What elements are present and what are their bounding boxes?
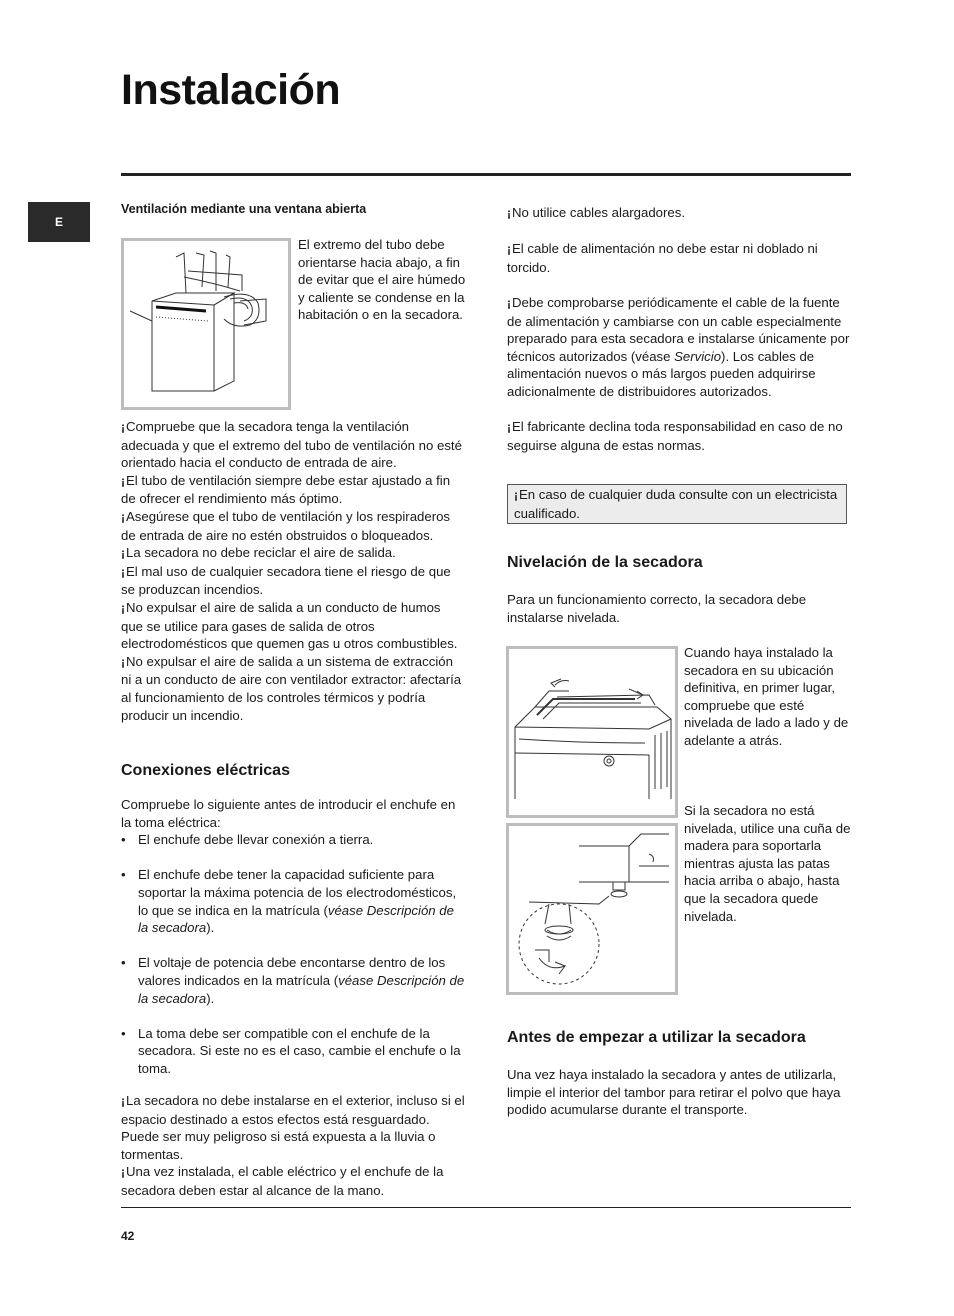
list-item <box>121 866 466 936</box>
warning-item <box>121 544 466 563</box>
warning-icon: ¡ <box>507 206 511 220</box>
warning-icon: ¡ <box>121 473 125 488</box>
list-item-text: ). <box>206 920 215 936</box>
leveling-heading: Nivelación de la secadora <box>507 554 703 571</box>
warning-text: El fabricante declina toda responsabilidad en caso de no seguirse alguna de estas normas. <box>507 419 843 453</box>
warning-text: No expulsar el aire de salida a un sistema de extracción ni a un conducto de aire con ventilador extractor: afectaría al funcionamiento de los controles térmicos y podría producir un incendio. <box>121 653 462 723</box>
page-number: 42 <box>121 1229 135 1243</box>
warning-icon: ¡ <box>121 1094 125 1108</box>
warning-icon: ¡ <box>507 420 511 435</box>
dryer-level-foot-illustration <box>506 823 678 995</box>
notice-text: En caso de cualquier duda consulte con un electricista cualificado. <box>514 487 838 521</box>
list-item: • El enchufe debe llevar conexión a tierra. <box>121 831 466 849</box>
vent-caption: El extremo del tubo debe orientarse hacia abajo, a fin de evitar que el aire húmedo y caliente se condense en la habitación o en la secadora. <box>298 237 466 323</box>
electrical-checklist <box>121 831 466 1077</box>
title-rule <box>121 173 851 176</box>
warning-item <box>507 204 852 223</box>
cross-reference: véase Descripción de la secadora <box>138 902 454 936</box>
leveling-caption-1: Cuando haya instalado la secadora en su ubicación definitiva, en primer lugar, compruebe que esté nivelada de lado a lado y de adelante a atrás. <box>684 645 849 748</box>
vent-warnings <box>121 418 466 724</box>
warning-text: Compruebe que la secadora tenga la ventilación adecuada y que el extremo del tubo de ventilación no esté orientado hacia el conducto de entrada de aire. <box>121 419 462 471</box>
warning-item <box>121 472 466 508</box>
warning-icon: ¡ <box>121 420 125 434</box>
electrical-heading: Conexiones eléctricas <box>121 762 290 779</box>
dryer-foot-drawing <box>509 826 675 992</box>
list-item <box>121 954 466 1007</box>
warning-icon: ¡ <box>507 295 511 310</box>
warning-item <box>121 418 466 472</box>
cable-warnings <box>507 204 852 454</box>
warning-text: No utilice cables alargadores. <box>512 205 685 220</box>
footer-rule <box>121 1207 851 1208</box>
warning-text: El mal uso de cualquier secadora tiene el riesgo de que se produzcan incendios. <box>121 563 451 598</box>
leveling-intro: Para un funcionamiento correcto, la secadora debe instalarse nivelada. <box>507 592 807 625</box>
warning-icon: ¡ <box>121 1165 125 1180</box>
warning-item <box>507 240 852 276</box>
warning-text: Asegúrese que el tubo de ventilación y los respiraderos de entrada de aire no estén obstruidos o bloqueados. <box>121 508 451 543</box>
list-item: • La toma debe ser compatible con el enchufe de la secadora. Si este no es el caso, cambie el enchufe o la toma. <box>121 1025 466 1078</box>
warning-item <box>121 1092 466 1163</box>
warning-icon: ¡ <box>514 488 518 502</box>
warning-item <box>121 563 466 599</box>
cross-reference: véase Descripción de la secadora <box>138 972 465 1006</box>
dryer-top-drawing <box>509 649 675 815</box>
electrical-section <box>121 796 466 1078</box>
before-use-text: Una vez haya instalado la secadora y antes de utilizarla, limpie el interior del tambor para retirar el polvo que haya podido acumularse durante el transporte. <box>507 1067 841 1118</box>
electrical-intro: Compruebe lo siguiente antes de introducir el enchufe en la toma eléctrica: <box>121 797 456 830</box>
list-item-text: ). <box>206 990 215 1006</box>
electrical-warnings <box>121 1092 466 1200</box>
list-item-text: El enchufe debe tener la capacidad suficiente para soportar la máxima potencia de los electrodomésticos, lo que se indica en la matrícula ( <box>138 867 457 918</box>
warning-text: La secadora no debe instalarse en el exterior, incluso si el espacio destinado a estos efectos está resguardado. Puede ser muy peligroso si está expuesta a la lluvia o tormentas. <box>121 1093 465 1162</box>
warning-item <box>121 508 466 544</box>
warning-icon: ¡ <box>121 546 125 561</box>
warning-icon: ¡ <box>121 509 125 524</box>
warning-icon: ¡ <box>121 654 125 669</box>
before-use-heading: Antes de empezar a utilizar la secadora <box>507 1029 806 1046</box>
vent-heading: Ventilación mediante una ventana abierta <box>121 202 367 216</box>
warning-text: Una vez instalada, el cable eléctrico y el enchufe de la secadora deben estar al alcance de la mano. <box>121 1164 444 1198</box>
warning-text: No expulsar el aire de salida a un conducto de humos que se utilice para gases de salida de otros electrodomésticos que quemen gas u otros combustibles. <box>121 599 458 652</box>
cross-reference: Servicio <box>674 348 722 364</box>
page-title: Instalación <box>121 66 341 114</box>
leveling-caption-2: Si la secadora no está nivelada, utilice una cuña de madera para soportarla mientras ajusta las patas hacia arriba o abajo, hasta que la secadora quede nivelada. <box>684 803 851 924</box>
warning-item <box>121 1163 466 1199</box>
dryer-vent-drawing <box>124 241 288 407</box>
warning-text: El cable de alimentación no debe estar ni doblado ni torcido. <box>507 241 818 275</box>
warning-item <box>121 653 466 724</box>
language-tab: E <box>28 202 90 242</box>
warning-text: ). Los cables de alimentación nuevos o más largos pueden adquirirse adicionalmente de distribuidores autorizados. <box>507 348 816 399</box>
warning-text: Debe comprobarse periódicamente el cable de la fuente de alimentación y cambiarse con un cable especialmente preparado para esta secadora e instalarse únicamente por técnicos autorizados (véase <box>507 294 850 364</box>
warning-icon: ¡ <box>121 600 125 615</box>
list-item-text: El voltaje de potencia debe encontarse dentro de los valores indicados en la matrícula ( <box>138 955 446 988</box>
warning-item <box>507 294 852 401</box>
dryer-vent-window-illustration <box>121 238 291 410</box>
dryer-level-top-illustration <box>506 646 678 818</box>
warning-icon: ¡ <box>121 564 125 579</box>
electrician-notice-box <box>507 484 847 524</box>
warning-text: La secadora no debe reciclar el aire de salida. <box>126 545 396 561</box>
warning-icon: ¡ <box>507 242 511 257</box>
warning-item <box>507 418 852 454</box>
warning-item <box>121 599 466 653</box>
warning-text: El tubo de ventilación siempre debe estar ajustado a fin de ofrecer el rendimiento más óptimo. <box>121 472 451 507</box>
